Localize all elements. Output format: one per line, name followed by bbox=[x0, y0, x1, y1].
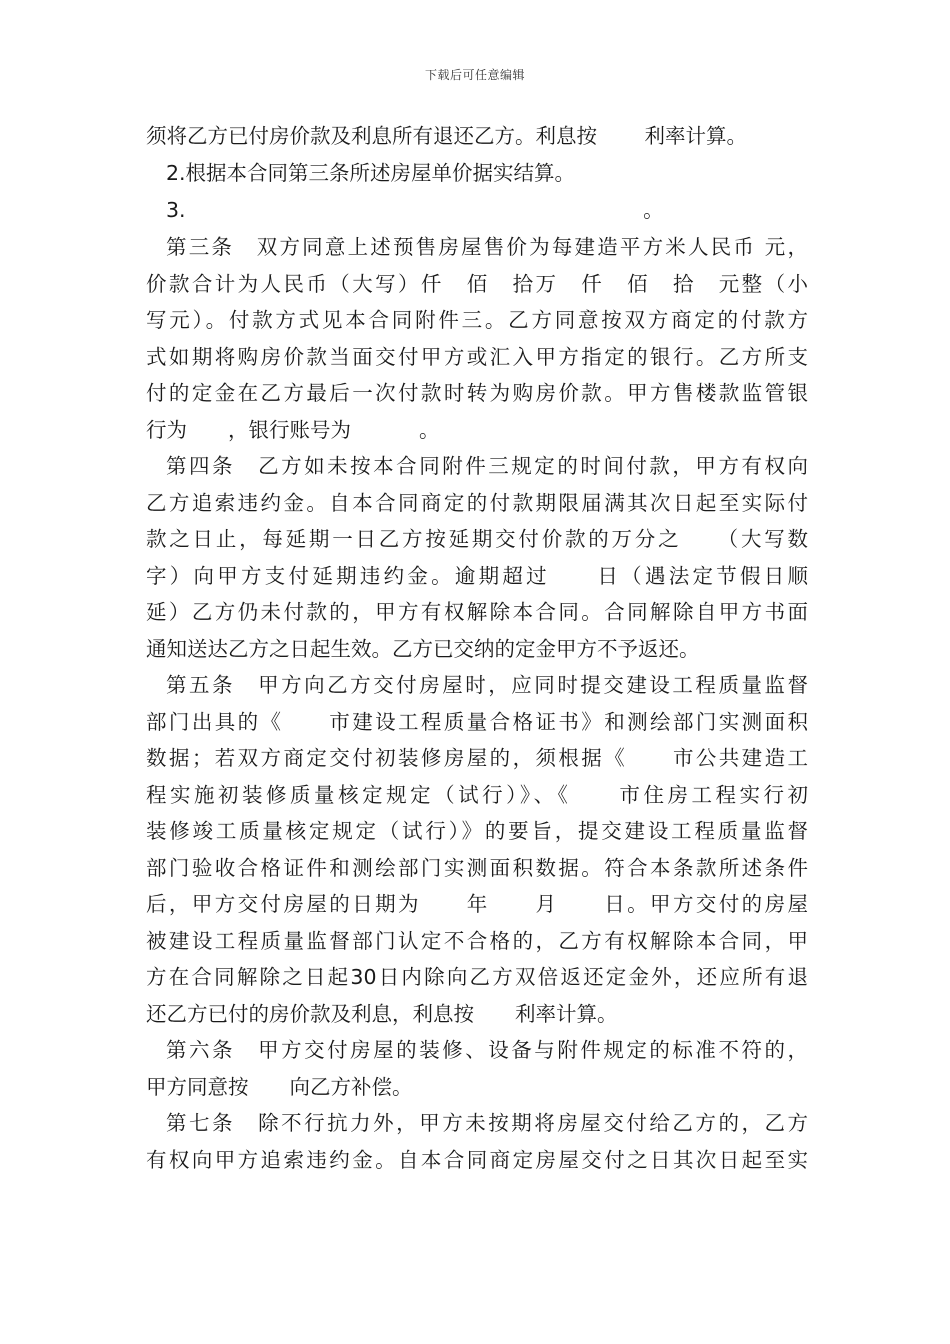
paragraph-line: 款之日止，每延期一日乙方按延期交付价款的万分之 （大写数 bbox=[146, 527, 808, 551]
paragraph-line: 第六条 甲方交付房屋的装修、设备与附件规定的标准不符的， bbox=[166, 1038, 808, 1062]
paragraph-line: 行为 ，银行账号为 。 bbox=[146, 417, 440, 442]
paragraph-line: 价款合计为人民币（大写）仟 佰 拾万 仟 佰 拾 元整（小 bbox=[146, 271, 808, 296]
paragraph-line: 乙方追索违约金。自本合同商定的付款期限届满其次日起至实际付 bbox=[146, 490, 808, 515]
paragraph-line: 式如期将购房价款当面交付甲方或汇入甲方指定的银行。乙方所支 bbox=[146, 344, 808, 369]
paragraph-line: 通知送达乙方之日起生效。乙方已交纳的定金甲方不予返还。 bbox=[146, 636, 700, 661]
paragraph-line: 第五条 甲方向乙方交付房屋时，应同时提交建设工程质量监督 bbox=[166, 673, 808, 697]
paragraph-line: 2.根据本合同第三条所述房屋单价据实结算。 bbox=[166, 160, 576, 185]
download-note-header: 下载后可任意编辑 bbox=[424, 68, 525, 82]
paragraph-line: 第四条 乙方如未按本合同附件三规定的时间付款，甲方有权向 bbox=[166, 454, 808, 478]
paragraph-line: 装修竣工质量核定规定（试行）》的要旨，提交建设工程质量监督 bbox=[146, 819, 808, 843]
paragraph-line: 第七条 除不行抗力外，甲方未按期将房屋交付给乙方的，乙方 bbox=[166, 1111, 808, 1135]
paragraph-line: 程实施初装修质量核定规定（试行）》、《 市住房工程实行初 bbox=[146, 782, 808, 807]
paragraph-line: 后，甲方交付房屋的日期为 年 月 日。甲方交付的房屋 bbox=[146, 892, 808, 916]
paragraph-line: 部门验收合格证件和测绘部门实测面积数据。符合本条款所述条件 bbox=[146, 855, 808, 880]
contract-body bbox=[146, 118, 808, 1178]
paragraph-line: 有权向甲方追索违约金。自本合同商定房屋交付之日其次日起至实 bbox=[146, 1147, 808, 1172]
paragraph-line: 还乙方已付的房价款及利息，利息按 利率计算。 bbox=[146, 1001, 618, 1026]
paragraph-line: 付的定金在乙方最后一次付款时转为购房价款。甲方售楼款监管银 bbox=[146, 381, 808, 405]
paragraph-line: 须将乙方已付房价款及利息所有退还乙方。利息按 利率计算。 bbox=[146, 124, 748, 148]
paragraph-line: 3. 。 bbox=[166, 198, 664, 222]
paragraph-line: 方在合同解除之日起30日内除向乙方双倍返还定金外，还应所有退 bbox=[146, 965, 808, 989]
paragraph-line: 部门出具的《 市建设工程质量合格证书》和测绘部门实测面积 bbox=[146, 709, 808, 734]
paragraph-line: 数据；若双方商定交付初装修房屋的，须根据《 市公共建造工 bbox=[146, 746, 808, 770]
paragraph-line: 第三条 双方同意上述预售房屋售价为每建造平方米人民币 元， bbox=[166, 235, 808, 259]
paragraph-line: 甲方同意按 向乙方补偿。 bbox=[146, 1074, 413, 1099]
paragraph-line: 延）乙方仍未付款的，甲方有权解除本合同。合同解除自甲方书面 bbox=[146, 600, 808, 624]
paragraph-line: 写元）。付款方式见本合同附件三。乙方同意按双方商定的付款方 bbox=[146, 308, 808, 332]
paragraph-line: 字）向甲方支付延期违约金。逾期超过 日（遇法定节假日顺 bbox=[146, 563, 808, 588]
paragraph-line: 被建设工程质量监督部门认定不合格的，乙方有权解除本合同，甲 bbox=[146, 928, 808, 953]
